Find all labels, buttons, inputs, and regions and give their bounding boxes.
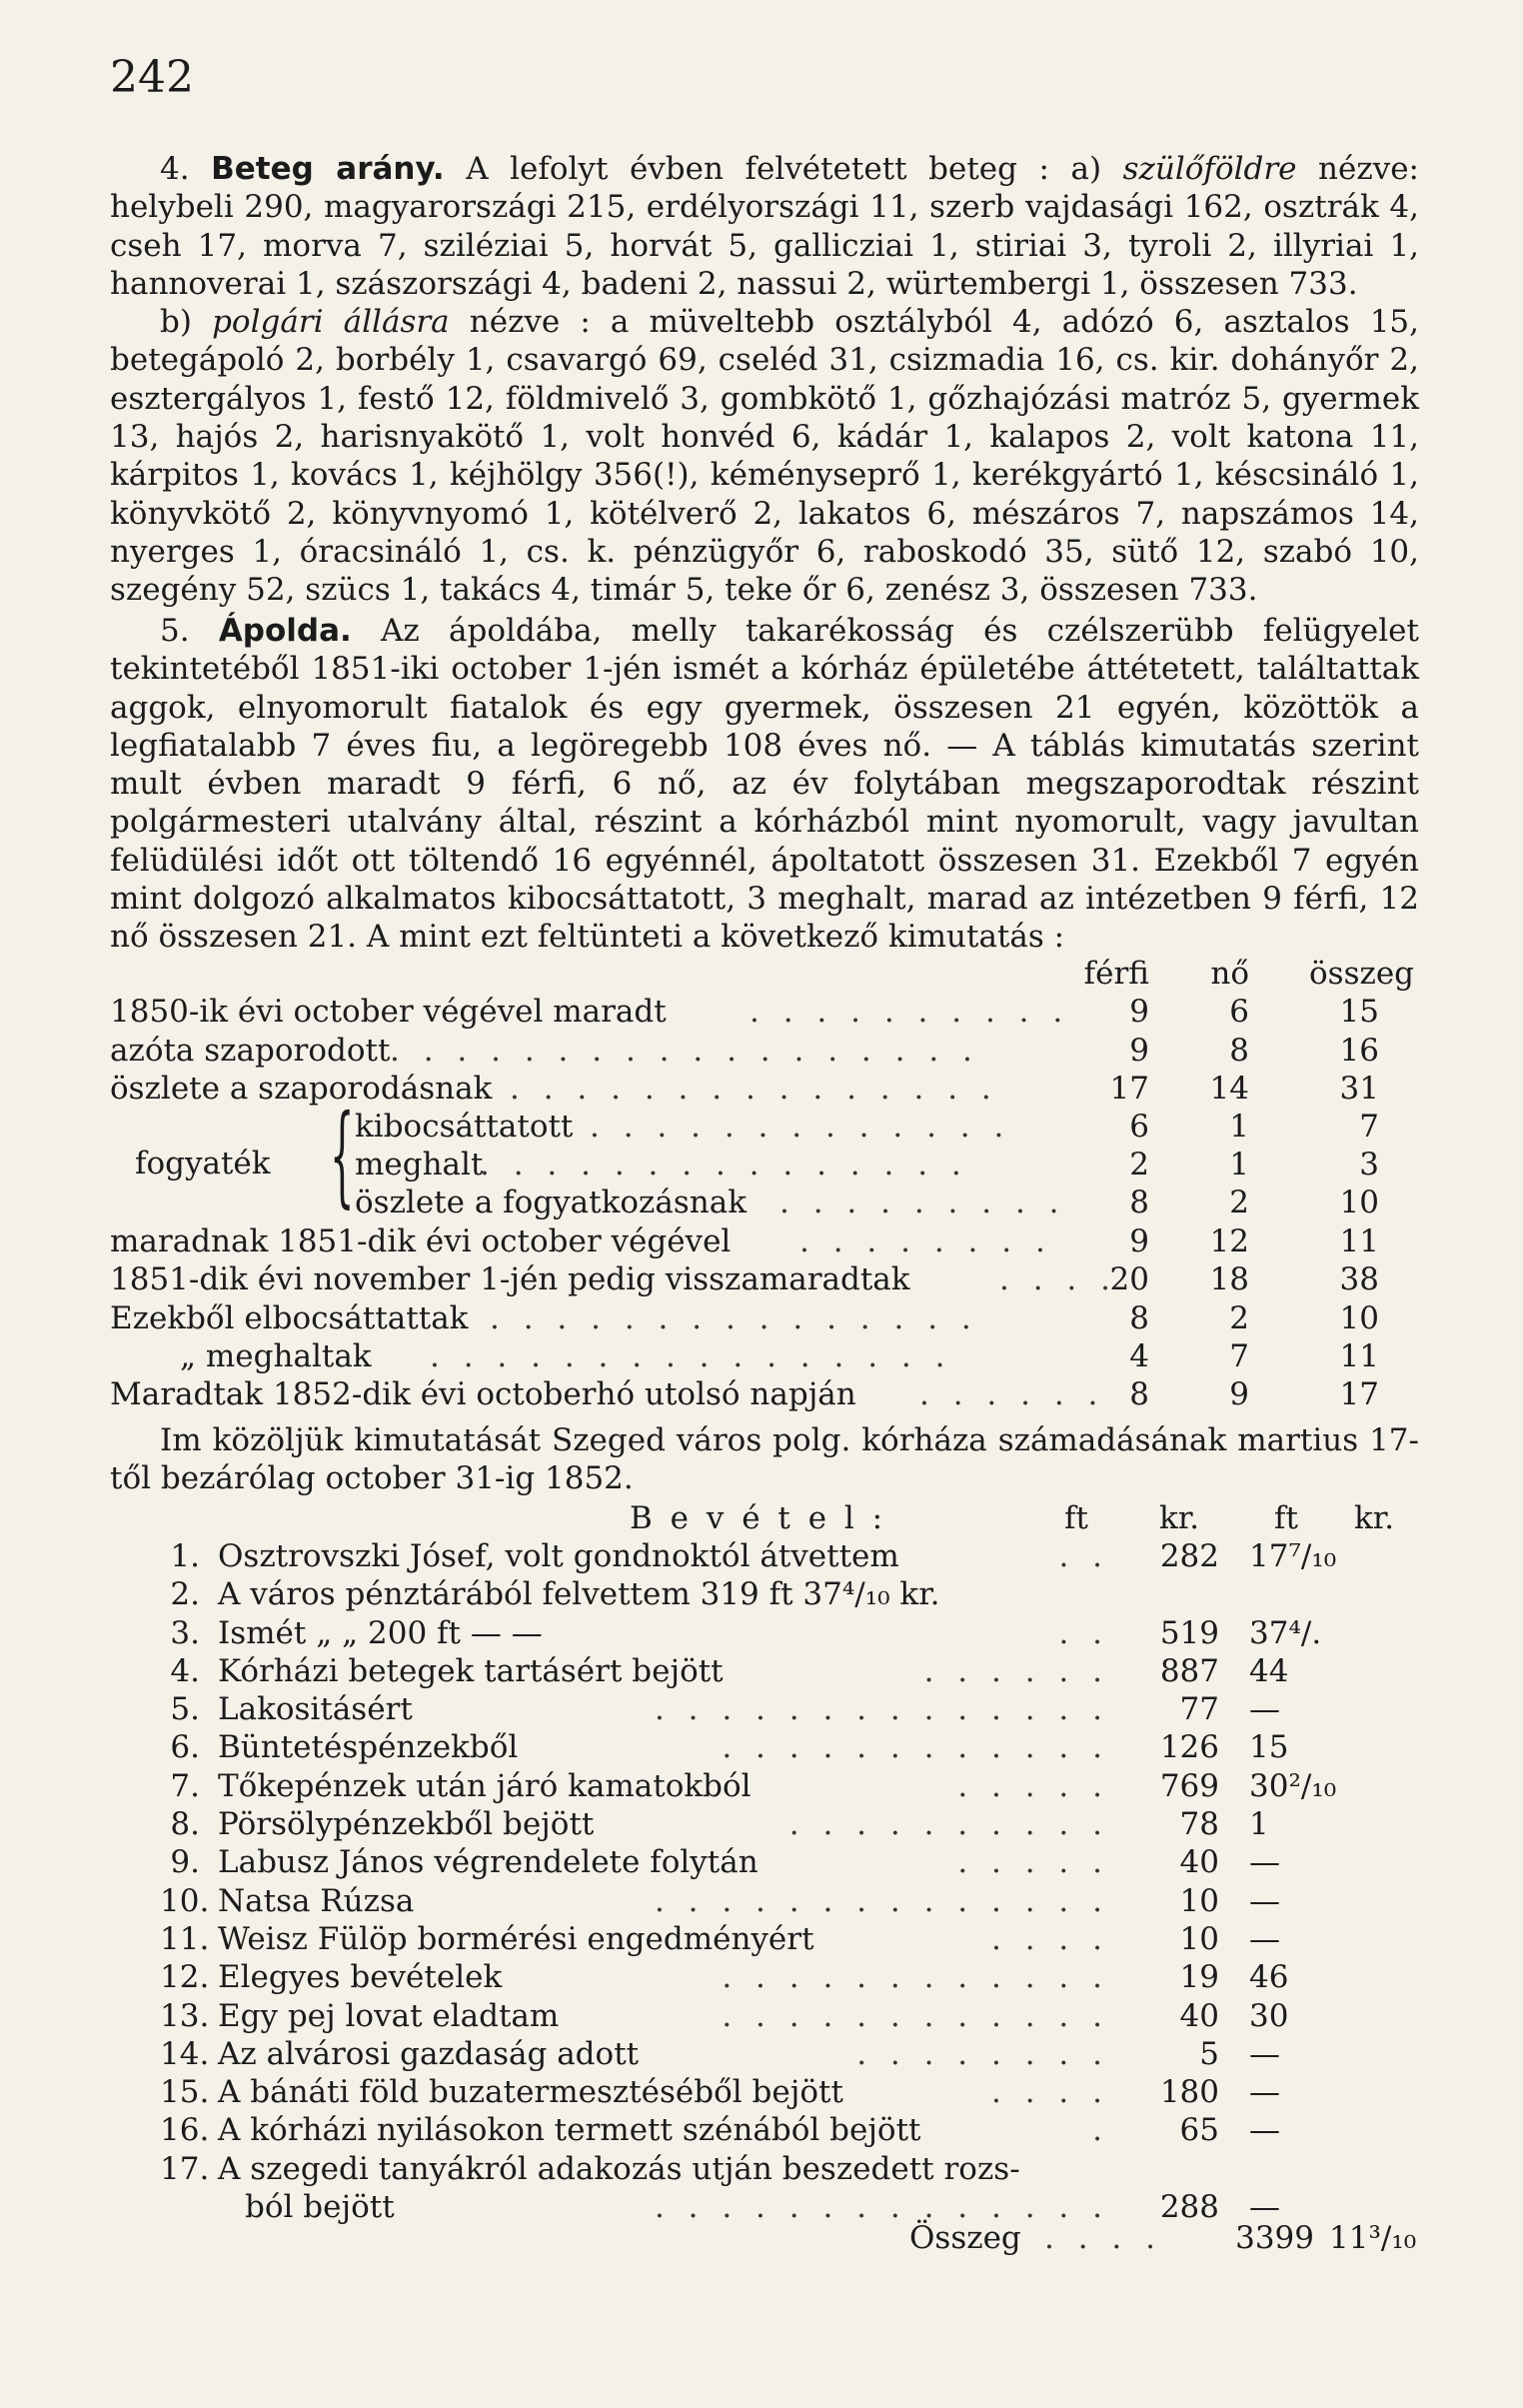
section-4 bbox=[110, 150, 1419, 610]
section-5-para bbox=[110, 612, 1419, 957]
cell: 8 bbox=[1129, 1299, 1149, 1336]
income-item-description: Ismét „ „ 200 ft — — bbox=[218, 1614, 543, 1651]
cell: 8 bbox=[1129, 1185, 1149, 1221]
col-header-no: nő bbox=[1210, 956, 1249, 992]
table-row: öszlete a szaporodásnak . . . . . . . . . . . . . . . 17 14 31 bbox=[110, 1070, 1379, 1107]
income-item-ft: 887 bbox=[1159, 1652, 1219, 1689]
income-item-kr: — bbox=[1249, 2074, 1280, 2111]
row-label: öszlete a fogyatkozásnak bbox=[355, 1185, 747, 1221]
cell: 11 bbox=[1339, 1338, 1379, 1375]
income-item-description: Egy pej lovat eladtam bbox=[218, 1997, 560, 2034]
cell: 12 bbox=[1209, 1223, 1249, 1260]
income-rows bbox=[110, 1537, 1419, 2226]
income-item-kr: 1 bbox=[1249, 1806, 1269, 1843]
total-ft: 3399 bbox=[1235, 2220, 1314, 2256]
row-label: meghalt bbox=[355, 1147, 484, 1184]
cell: 10 bbox=[1339, 1299, 1379, 1336]
income-item-description: ból bejött bbox=[245, 2189, 395, 2226]
income-table bbox=[110, 1499, 1419, 1537]
table-row: maradnak 1851-dik évi october végével . . . . . . . . 9 12 11 bbox=[110, 1223, 1379, 1260]
cell: 7 bbox=[1359, 1109, 1379, 1146]
income-item-description: Weisz Fülöp bormérési engedményért bbox=[218, 1920, 814, 1957]
income-item-description: Labusz János végrendelete folytán bbox=[218, 1844, 759, 1881]
income-item-ft: 19 bbox=[1179, 1959, 1219, 1996]
cell: 38 bbox=[1339, 1261, 1379, 1298]
income-item-description: A bánáti föld buzatermesztéséből bejött bbox=[218, 2074, 843, 2111]
section-4-number: 4. bbox=[160, 151, 190, 187]
table-header-row bbox=[110, 955, 1419, 993]
income-item: ból bejött . . . . . . . . . . . . . . 288 — bbox=[110, 2188, 1419, 2226]
income-item-ft: 10 bbox=[1179, 1882, 1219, 1919]
cell: 17 bbox=[1339, 1376, 1379, 1413]
income-item-description: A szegedi tanyákról adakozás utján beszedett rozs- bbox=[218, 2150, 1020, 2187]
cell: 31 bbox=[1339, 1070, 1379, 1107]
cell: 8 bbox=[1229, 1032, 1249, 1069]
income-item-ft: 78 bbox=[1179, 1806, 1219, 1843]
total-label: Összeg bbox=[909, 2220, 1021, 2256]
income-item-number: 17. bbox=[160, 2150, 210, 2187]
section-4-b-italic: polgári állásra bbox=[212, 304, 450, 341]
szamadas-intro bbox=[110, 1421, 1419, 1498]
income-item: 12. Elegyes bevételek . . . . . . . . . . . . 19 46 bbox=[110, 1958, 1419, 1996]
cell: 11 bbox=[1339, 1223, 1379, 1260]
income-item: 6. Büntetéspénzekből . . . . . . . . . . . . 126 15 bbox=[110, 1728, 1419, 1766]
cell: 2 bbox=[1229, 1185, 1249, 1221]
income-item: 11. Weisz Fülöp bormérési engedményért . . . . 10 — bbox=[110, 1920, 1419, 1958]
row-label: Ezekből elbocsáttattak bbox=[110, 1299, 469, 1336]
income-item-ft: 519 bbox=[1159, 1614, 1219, 1651]
income-item-description: Büntetéspénzekből bbox=[218, 1729, 519, 1766]
income-item-kr: — bbox=[1249, 1882, 1280, 1919]
row-label: kibocsáttatott bbox=[355, 1109, 574, 1146]
income-item-number: 3. bbox=[170, 1614, 200, 1651]
cell: 7 bbox=[1229, 1338, 1249, 1375]
col-kr: kr. bbox=[1159, 1500, 1200, 1536]
income-item: 14. Az alvárosi gazdaság adott . . . . . . . . 5 — bbox=[110, 2035, 1419, 2073]
income-item: 16. A kórházi nyilásokon termett szénából bejött . 65 — bbox=[110, 2111, 1419, 2149]
income-item-kr: — bbox=[1249, 2189, 1280, 2226]
income-item: 7. Tőkepénzek után járó kamatokból . . . . . 769 30²/₁₀ bbox=[110, 1767, 1419, 1805]
table-row: 1851-dik évi november 1-jén pedig visszamaradtak . . . . 20 18 38 bbox=[110, 1261, 1379, 1298]
cell: 4 bbox=[1129, 1338, 1149, 1375]
income-item-description: Elegyes bevételek bbox=[218, 1959, 503, 1996]
section-4-intro-italic: szülőföldre bbox=[1122, 151, 1297, 187]
row-label: öszlete a szaporodásnak bbox=[110, 1070, 493, 1107]
page-number: 242 bbox=[110, 52, 194, 103]
income-item-number: 6. bbox=[170, 1729, 200, 1766]
apolda-table bbox=[110, 955, 1419, 1414]
income-total bbox=[110, 2219, 1419, 2257]
income-item-number: 11. bbox=[160, 1920, 210, 1957]
cell: 6 bbox=[1129, 1109, 1149, 1146]
income-item-number: 14. bbox=[160, 2035, 210, 2072]
income-item: 1. Osztrovszki Jósef, volt gondnoktól átvettem . . 282 17⁷/₁₀ bbox=[110, 1537, 1419, 1575]
income-item-ft: 282 bbox=[1159, 1538, 1219, 1574]
row-label: azóta szaporodott bbox=[110, 1032, 391, 1069]
table-row: kibocsáttatott . . . . . . . . . . . . . 6 1 7 bbox=[355, 1109, 1379, 1146]
income-item-number: 10. bbox=[160, 1882, 210, 1919]
income-item-description: Osztrovszki Jósef, volt gondnoktól átvettem bbox=[218, 1538, 899, 1574]
income-item: 13. Egy pej lovat eladtam . . . . . . . . . . . . 40 30 bbox=[110, 1997, 1419, 2035]
col-ft-2: ft bbox=[1274, 1500, 1298, 1536]
section-4-intro: A lefolyt évben felvétetett beteg : a) bbox=[466, 151, 1102, 187]
table-row: 1850-ik évi october végével maradt . . . . . . . . . . 9 6 15 bbox=[110, 994, 1379, 1031]
income-item: 4. Kórházi betegek tartásért bejött . . . . . . 887 44 bbox=[110, 1652, 1419, 1690]
income-item-kr: — bbox=[1249, 1691, 1280, 1728]
income-item-ft: 40 bbox=[1179, 1997, 1219, 2034]
cell: 9 bbox=[1129, 1032, 1149, 1069]
row-label: „ meghaltak bbox=[180, 1338, 372, 1375]
income-item-kr: 30²/₁₀ bbox=[1249, 1767, 1337, 1804]
col-ft: ft bbox=[1064, 1500, 1088, 1536]
row-label: 1851-dik évi november 1-jén pedig visszamaradtak bbox=[110, 1261, 910, 1298]
fogyatek-label: fogyaték bbox=[135, 1146, 271, 1183]
income-item-number: 1. bbox=[170, 1538, 200, 1574]
section-5-text: Az ápoldába, melly takarékosság és czélszerübb felügyelet tekintetéből 1851-iki october 1-jén ismét a kórház épületébe áttétetett, találtattak aggok, elnyomorult fiatalok és egy gyermek, összesen 21 egyén, közöttök a legfiatalabb 7 éves fiu, a legöregebb 108 éves nő. — A táblás kimutatás szerint mult évben maradt 9 férfi, 6 nő, az év folytában megszaporodtak részint polgármesteri utalvány által, részint a kórházból mint nyomorult, vagy javultan felüdülési időt ott töltendő 16 egyénnél, ápoltatott összesen 31. Ezekből 7 egyén mint dolgozó alkalmatos kibocsáttatott, 3 meghalt, marad az intézetben 9 férfi, 12 nő összesen 21. A mint ezt feltünteti a következő kimutatás : bbox=[110, 613, 1419, 956]
income-item: 10. Natsa Rúzsa . . . . . . . . . . . . . . 10 — bbox=[110, 1882, 1419, 1920]
section-4-para-2 bbox=[110, 303, 1419, 609]
income-item-description: A város pénztárából felvettem 319 ft 37⁴/₁₀ kr. bbox=[218, 1576, 940, 1613]
income-item: 3. Ismét „ „ 200 ft — — . . 519 37⁴/. bbox=[110, 1614, 1419, 1652]
income-item-number: 12. bbox=[160, 1959, 210, 1996]
cell: 8 bbox=[1129, 1376, 1149, 1413]
income-item-ft: 77 bbox=[1179, 1691, 1219, 1728]
cell: 1 bbox=[1229, 1147, 1249, 1184]
income-item-ft: 65 bbox=[1179, 2112, 1219, 2149]
income-item-kr: 17⁷/₁₀ bbox=[1249, 1538, 1337, 1574]
income-item-kr: 30 bbox=[1249, 1997, 1289, 2034]
income-header-row bbox=[110, 1499, 1419, 1537]
income-item-number: 5. bbox=[170, 1691, 200, 1728]
income-item bbox=[110, 2150, 1419, 2188]
cell: 18 bbox=[1209, 1261, 1249, 1298]
cell: 1 bbox=[1229, 1109, 1249, 1146]
income-item-description: Az alvárosi gazdaság adott bbox=[218, 2035, 640, 2072]
cell: 3 bbox=[1359, 1147, 1379, 1184]
income-title: B e v é t e l : bbox=[630, 1500, 887, 1536]
income-item-number: 4. bbox=[170, 1652, 200, 1689]
table-row: azóta szaporodott . . . . . . . . . . . . . . . . . . 9 8 16 bbox=[110, 1032, 1379, 1069]
col-kr-2: kr. bbox=[1354, 1500, 1395, 1536]
income-item-kr: 15 bbox=[1249, 1729, 1289, 1766]
income-item-description: A kórházi nyilásokon termett szénából bejött bbox=[218, 2112, 921, 2149]
income-item: 15. A bánáti föld buzatermesztéséből bejött . . . . 180 — bbox=[110, 2073, 1419, 2111]
section-4-text-b: nézve : a müveltebb osztályból 4, adózó 6, asztalos 15, betegápoló 2, borbély 1, csavargó 69, cseléd 31, csizmadia 16, cs. kir. dohányőr 2, esztergályos 1, festő 12, földmivelő 3, gombkötő 1, gőzhajózási matróz 5, gyermek 13, hajós 2, harisnyakötő 1, volt honvéd 6, kádár 1, kalapos 2, volt katona 11, kárpitos 1, kovács 1, kéjhölgy 356(!), kéményseprő 1, kerékgyártó 1, késcsináló 1, könyvkötő 2, könyvnyomó 1, kötélverő 2, lakatos 6, mészáros 7, napszámos 14, nyerges 1, óracsináló 1, cs. k. pénzügyőr 6, raboskodó 35, sütő 12, szabó 10, szegény 52, szücs 1, takács 4, timár 5, teke őr 6, zenész 3, összesen 733. bbox=[110, 304, 1420, 609]
cell: 15 bbox=[1339, 994, 1379, 1031]
income-item-kr: 37⁴/. bbox=[1249, 1614, 1322, 1651]
income-item-number: 15. bbox=[160, 2074, 210, 2111]
brace-icon: { bbox=[330, 1091, 355, 1219]
income-item-kr: 46 bbox=[1249, 1959, 1289, 1996]
table-row: Maradtak 1852-dik évi octoberhó utolsó napján . . . . . . 8 9 17 bbox=[110, 1376, 1379, 1413]
cell: 9 bbox=[1129, 994, 1149, 1031]
col-header-ferfi: férfi bbox=[1083, 956, 1149, 992]
income-item-ft: 126 bbox=[1159, 1729, 1219, 1766]
income-item: 8. Pörsölypénzekből bejött . . . . . . . . . . 78 1 bbox=[110, 1805, 1419, 1843]
cell: 6 bbox=[1229, 994, 1249, 1031]
section-4-text-a: nézve: helybeli 290, magyarországi 215, erdélyországi 11, szerb vajdasági 162, osztrák 4, cseh 17, morva 7, sziléziai 5, horvát 5, gallicziai 1, stiriai 3, tyroli 2, illyriai 1, hannoverai 1, szászországi 4, badeni 2, nassui 2, würtembergi 1, összesen 733. bbox=[110, 151, 1419, 302]
income-item-kr: — bbox=[1249, 1844, 1280, 1881]
total-kr: 11³/₁₀ bbox=[1329, 2220, 1417, 2256]
table-row: meghalt . . . . . . . . . . . . . . . 2 1 3 bbox=[355, 1147, 1379, 1184]
income-item-description: Lakositásért bbox=[218, 1691, 413, 1728]
income-item bbox=[110, 1575, 1419, 1613]
income-item-ft: 10 bbox=[1179, 1920, 1219, 1957]
income-item-kr: 44 bbox=[1249, 1652, 1289, 1689]
fogyatek-group bbox=[110, 1091, 1419, 1222]
cell: 14 bbox=[1209, 1070, 1249, 1107]
income-item-number: 8. bbox=[170, 1806, 200, 1843]
income-item-number: 16. bbox=[160, 2112, 210, 2149]
income-item: 9. Labusz János végrendelete folytán . . . . . 40 — bbox=[110, 1843, 1419, 1881]
income-item: 5. Lakositásért . . . . . . . . . . . . . . 77 — bbox=[110, 1690, 1419, 1728]
income-item-description: Natsa Rúzsa bbox=[218, 1882, 415, 1919]
income-item-kr: — bbox=[1249, 1920, 1280, 1957]
income-item-ft: 180 bbox=[1159, 2074, 1219, 2111]
table-row: öszlete a fogyatkozásnak . . . . . . . . . 8 2 10 bbox=[355, 1185, 1379, 1221]
section-5 bbox=[110, 612, 1419, 957]
cell: 10 bbox=[1339, 1185, 1379, 1221]
cell: 16 bbox=[1339, 1032, 1379, 1069]
cell: 20 bbox=[1109, 1261, 1149, 1298]
income-item-number: 7. bbox=[170, 1767, 200, 1804]
row-label: 1850-ik évi october végével maradt bbox=[110, 994, 667, 1031]
section-4-para-1 bbox=[110, 150, 1419, 303]
row-label: maradnak 1851-dik évi october végével bbox=[110, 1223, 732, 1260]
income-item-description: Tőkepénzek után járó kamatokból bbox=[218, 1767, 752, 1804]
section-5-heading: Ápolda. bbox=[218, 613, 352, 649]
income-item-number: 2. bbox=[170, 1576, 200, 1613]
income-item-description: Pörsölypénzekből bejött bbox=[218, 1806, 595, 1843]
income-item-ft: 769 bbox=[1159, 1767, 1219, 1804]
col-header-osszeg: összeg bbox=[1309, 956, 1415, 992]
income-item-ft: 5 bbox=[1199, 2035, 1219, 2072]
cell: 9 bbox=[1229, 1376, 1249, 1413]
section-4-heading: Beteg arány. bbox=[211, 151, 445, 187]
cell: 17 bbox=[1109, 1070, 1149, 1107]
szamadas-intro-text: Im közöljük kimutatását Szeged város polg. kórháza számadásának martius 17-től bezárólag october 31-ig 1852. bbox=[110, 1422, 1419, 1497]
row-label: Maradtak 1852-dik évi octoberhó utolsó napján bbox=[110, 1376, 856, 1413]
table-row: „ meghaltak . . . . . . . . . . . . . . . . 4 7 11 bbox=[180, 1338, 1379, 1375]
income-item-kr: — bbox=[1249, 2035, 1280, 2072]
income-item-number: 13. bbox=[160, 1997, 210, 2034]
income-item-kr: — bbox=[1249, 2112, 1280, 2149]
income-total-row: Összeg . . . . 3399 11³/₁₀ bbox=[909, 2220, 1417, 2256]
section-5-number: 5. bbox=[160, 613, 190, 649]
income-item-description: Kórházi betegek tartásért bejött bbox=[218, 1652, 724, 1689]
table-row: Ezekből elbocsáttattak . . . . . . . . . . . . . . . 8 2 10 bbox=[110, 1299, 1379, 1336]
income-item-ft: 288 bbox=[1159, 2189, 1219, 2226]
income-item-number: 9. bbox=[170, 1844, 200, 1881]
cell: 9 bbox=[1129, 1223, 1149, 1260]
cell: 2 bbox=[1129, 1147, 1149, 1184]
income-item-ft: 40 bbox=[1179, 1844, 1219, 1881]
section-4-b-prefix: b) bbox=[160, 304, 192, 341]
cell: 2 bbox=[1229, 1299, 1249, 1336]
